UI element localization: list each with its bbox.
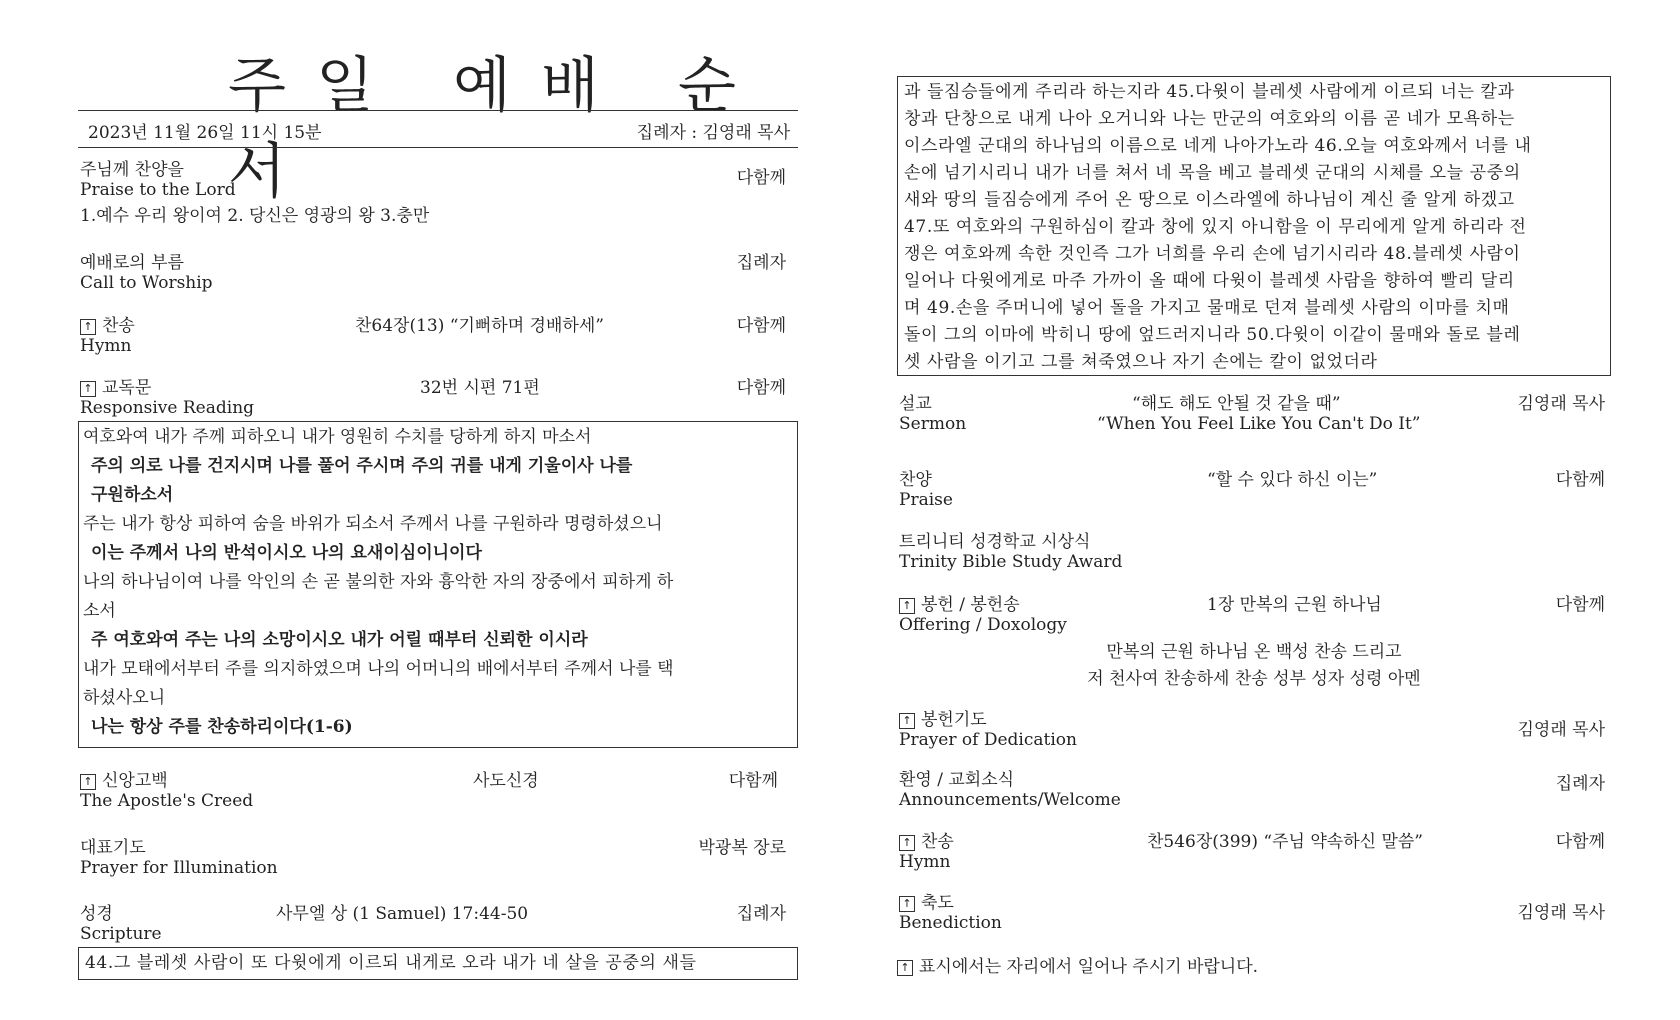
stand-up-icon: ↑ <box>899 835 915 851</box>
hymn-title: 찬546장(399) “주님 약속하신 말씀” <box>1147 832 1423 852</box>
item-leader: 다함께 <box>728 771 778 791</box>
item-label-ko: 봉헌 / 봉헌송 <box>921 595 1020 615</box>
item-label-en: Prayer of Dedication <box>899 730 1077 750</box>
scripture-line: 쟁은 여호와께 속한 것인즉 그가 너희를 우리 손에 넘기시리라 48.블레셋 사람이 <box>904 244 1521 264</box>
item-leader: 집례자 <box>736 253 786 273</box>
item-label-en: Trinity Bible Study Award <box>899 552 1123 572</box>
reading-line-congregation: 나는 항상 주를 찬송하리이다(1-6) <box>91 717 353 737</box>
standing-note <box>897 952 1258 977</box>
item-label-ko: 대표기도 <box>80 838 146 858</box>
praise-title: “할 수 있다 하신 이는” <box>1207 470 1378 490</box>
item-label-ko: 교독문 <box>102 378 152 398</box>
item-label-ko: 환영 / 교회소식 <box>899 770 1015 790</box>
item-leader: 집례자 <box>736 904 786 924</box>
item-label-en: Hymn <box>899 852 951 872</box>
sermon-title-ko: “해도 해도 안될 것 같을 때” <box>1132 394 1341 414</box>
item-label-ko: 찬송 <box>102 316 135 336</box>
reading-line-congregation: 구원하소서 <box>91 485 174 505</box>
reading-line-leader: 하셨사오니 <box>83 688 166 708</box>
item-leader: 집례자 <box>1555 774 1605 794</box>
service-date: 2023년 11월 26일 11시 15분 <box>88 123 322 143</box>
song-list: 1.예수 우리 왕이여 2. 당신은 영광의 왕 3.충만 <box>80 206 430 226</box>
reading-number: 32번 시편 71편 <box>420 378 540 398</box>
item-label-en: Hymn <box>80 336 132 356</box>
scripture-line: 이스라엘 군대의 하나님의 이름으로 네게 나아가노라 46.오늘 여호와께서 너를 내 <box>904 136 1532 156</box>
doxology-line: 만복의 근원 하나님 온 백성 찬송 드리고 <box>1106 642 1402 662</box>
stand-up-icon: ↑ <box>80 319 96 335</box>
reading-line-leader: 소서 <box>83 601 116 621</box>
item-label-en: Praise <box>899 490 953 510</box>
item-leader: 김영래 목사 <box>1517 394 1605 414</box>
item-leader: 박광복 장로 <box>698 838 786 858</box>
item-label-en: The Apostle's Creed <box>80 791 254 811</box>
item-label-en: Prayer for Illumination <box>80 858 278 878</box>
reading-line-leader: 나의 하나님이여 나를 악인의 손 곧 불의한 자와 흉악한 자의 장중에서 피하게 하 <box>83 572 674 592</box>
doxology-line: 저 천사여 찬송하세 찬송 성부 성자 성령 아멘 <box>1087 669 1421 689</box>
item-label-ko: 주님께 찬양을 <box>80 160 184 180</box>
item-label-ko: 봉헌기도 <box>921 710 987 730</box>
item-leader: 다함께 <box>736 168 786 188</box>
officiant: 집례자 : 김영래 목사 <box>636 123 790 143</box>
page-title: 주일 예배 순서 <box>228 51 766 207</box>
item-leader: 다함께 <box>736 378 786 398</box>
item-label-ko: 축도 <box>921 893 954 913</box>
item-label-en: Sermon <box>899 414 967 434</box>
item-label-en: Scripture <box>80 924 162 944</box>
item-leader: 다함께 <box>1555 595 1605 615</box>
item-leader: 다함께 <box>1555 832 1605 852</box>
item-label-en: Announcements/Welcome <box>899 790 1121 810</box>
scripture-line: 47.또 여호와의 구원하심이 칼과 창에 있지 아니함을 이 무리에게 알게 하리라 전 <box>904 217 1527 237</box>
reading-line-congregation: 주의 의로 나를 건지시며 나를 풀어 주시며 주의 귀를 내게 기울이사 나를 <box>91 456 633 476</box>
item-label-ko: 찬송 <box>921 832 954 852</box>
scripture-line: 창과 단창으로 내게 나아 오거니와 나는 만군의 여호와의 이름 곧 네가 모욕하는 <box>904 109 1515 129</box>
stand-up-icon: ↑ <box>899 713 915 729</box>
scripture-line: 새와 땅의 들짐승에게 주어 온 땅으로 이스라엘에 하나님이 계신 줄 알게 하겠고 <box>904 190 1515 210</box>
reading-line-leader: 주는 내가 항상 피하여 숨을 바위가 되소서 주께서 나를 구원하라 명령하셨으니 <box>83 514 663 534</box>
item-leader: 김영래 목사 <box>1517 720 1605 740</box>
item-label-en: Benediction <box>899 913 1002 933</box>
reading-line-congregation: 이는 주께서 나의 반석이시오 나의 요새이심이니이다 <box>91 543 482 563</box>
reading-line-congregation: 주 여호와여 주는 나의 소망이시오 내가 어릴 때부터 신뢰한 이시라 <box>91 630 588 650</box>
scripture-reference: 사무엘 상 (1 Samuel) 17:44-50 <box>276 904 529 924</box>
standing-note-text: 표시에서는 자리에서 일어나 주시기 바랍니다. <box>919 957 1259 977</box>
item-leader: 다함께 <box>1555 470 1605 490</box>
item-label-en: Praise to the Lord <box>80 180 236 200</box>
item-leader: 김영래 목사 <box>1517 903 1605 923</box>
item-label-ko: 예배로의 부름 <box>80 253 184 273</box>
item-label-ko: 설교 <box>899 394 932 414</box>
stand-up-icon: ↑ <box>80 774 96 790</box>
stand-up-icon: ↑ <box>897 960 913 976</box>
item-label-en: Offering / Doxology <box>899 615 1067 635</box>
item-label-ko: 찬양 <box>899 470 932 490</box>
reading-line-leader: 내가 모태에서부터 주를 의지하였으며 나의 어머니의 배에서부터 주께서 나를 택 <box>83 659 674 679</box>
item-label-ko: 성경 <box>80 904 113 924</box>
doxology-title: 1장 만복의 근원 하나님 <box>1207 595 1382 615</box>
stand-up-icon: ↑ <box>80 381 96 397</box>
item-leader: 다함께 <box>736 316 786 336</box>
date-line <box>78 110 798 148</box>
scripture-text-start: 44.그 블레셋 사람이 또 다윗에게 이르되 내게로 오라 내가 네 살을 공중의 새들 <box>78 947 798 980</box>
reading-line-leader: 여호와여 내가 주께 피하오니 내가 영원히 수치를 당하게 하지 마소서 <box>83 427 592 447</box>
scripture-text-box <box>897 76 1611 376</box>
doxology-lyrics <box>897 639 1611 693</box>
stand-up-icon: ↑ <box>899 598 915 614</box>
scripture-line: 돌이 그의 이마에 박히니 땅에 엎드러지니라 50.다윗이 이같이 물매와 돌로 블레 <box>904 325 1521 345</box>
scripture-line: 손에 넘기시리니 내가 너를 쳐서 네 목을 베고 블레셋 군대의 시체를 오늘 공중의 <box>904 163 1521 183</box>
responsive-reading-box <box>78 421 798 748</box>
sermon-title-en: “When You Feel Like You Can't Do It” <box>1097 414 1421 434</box>
creed-name: 사도신경 <box>473 771 539 791</box>
scripture-line: 과 들짐승들에게 주리라 하는지라 45.다윗이 블레셋 사람에게 이르되 너는 칼과 <box>904 82 1515 102</box>
item-label-ko: 신앙고백 <box>102 771 168 791</box>
stand-up-icon: ↑ <box>899 896 915 912</box>
scripture-line: 며 49.손을 주머니에 넣어 돌을 가지고 물매로 던져 블레셋 사람의 이마를 치매 <box>904 298 1510 318</box>
item-label-en: Responsive Reading <box>80 398 255 418</box>
item-label-ko: 트리니티 성경학교 시상식 <box>899 532 1091 552</box>
item-label-en: Call to Worship <box>80 273 213 293</box>
scripture-line: 일어나 다윗에게로 마주 가까이 올 때에 다윗이 블레셋 사람을 향하여 빨리 달리 <box>904 271 1515 291</box>
hymn-title: 찬64장(13) “기뻐하며 경배하세” <box>355 316 604 336</box>
scripture-line: 셋 사람을 이기고 그를 쳐죽였으나 자기 손에는 칼이 없었더라 <box>904 352 1378 372</box>
